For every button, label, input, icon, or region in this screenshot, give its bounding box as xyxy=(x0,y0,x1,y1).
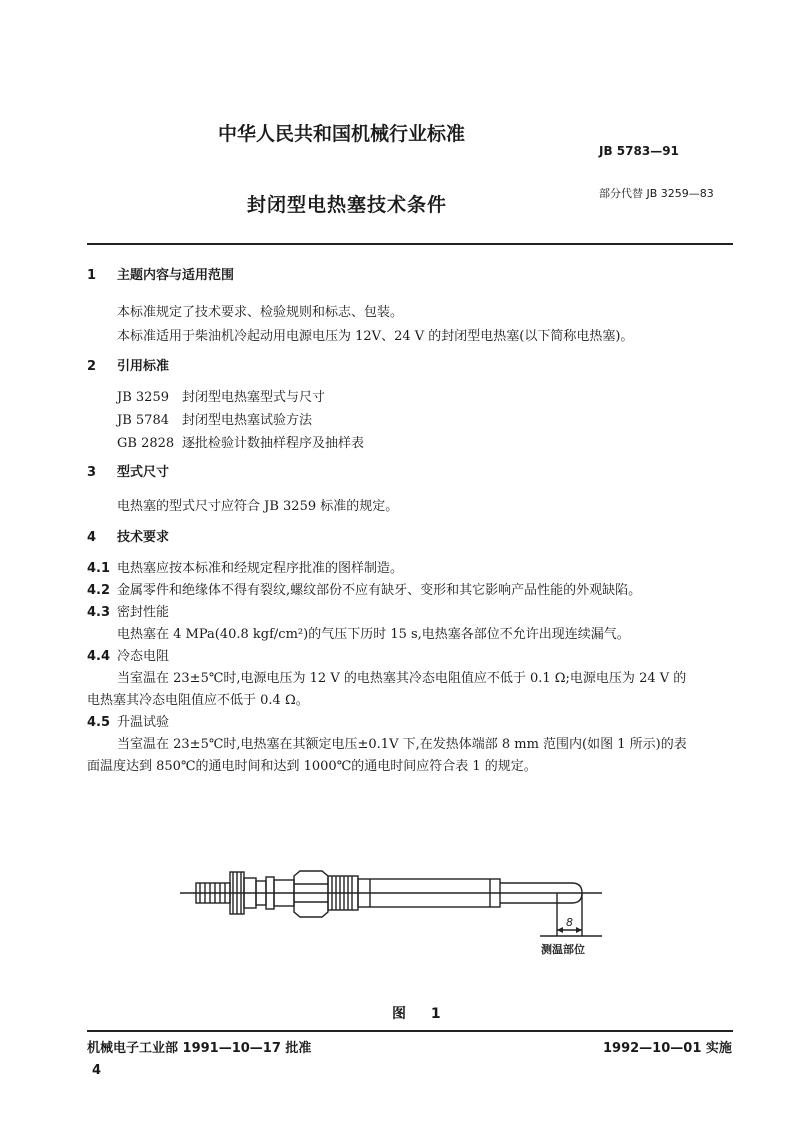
clause-text: 电热塞应按本标准和经规定程序批准的图样制造。 xyxy=(117,561,404,576)
measure-point-label: 测温部位 xyxy=(541,943,585,956)
clause-4-5-text-line2: 面温度达到 850℃的通电时间和达到 1000℃的通电时间应符合表 1 的规定。 xyxy=(87,759,537,774)
reference-title: 封闭型电热塞型式与尺寸 xyxy=(182,390,326,405)
approval-date: 机械电子工业部 1991—10—17 批准 xyxy=(87,1041,312,1056)
section-number: 3 xyxy=(87,465,97,480)
clause-number: 4.5 xyxy=(87,715,111,730)
clause-4-3-text: 电热塞在 4 MPa(40.8 kgf/cm²)的气压下历时 15 s,电热塞各部位不允许出现连续漏气。 xyxy=(117,627,630,642)
dimension-label: 8 xyxy=(566,916,573,929)
reference-title: 封闭型电热塞试验方法 xyxy=(182,413,313,428)
figure-caption: 图 1 xyxy=(392,1006,451,1022)
clause-heading: 密封性能 xyxy=(117,605,170,620)
section-title: 技术要求 xyxy=(117,530,170,545)
clause-4-4-text-line2: 电热塞其冷态电阻值应不低于 0.4 Ω。 xyxy=(87,693,309,708)
reference-code: JB 3259 xyxy=(117,390,169,405)
clause-heading: 冷态电阻 xyxy=(117,649,170,664)
section-number: 1 xyxy=(87,268,97,283)
clause-text: 金属零件和绝缘体不得有裂纹,螺纹部份不应有缺牙、变形和其它影响产品性能的外观缺陷。 xyxy=(117,583,642,598)
section-title: 型式尺寸 xyxy=(117,465,170,480)
replaces-note: 部分代替 JB 3259—83 xyxy=(599,187,714,200)
reference-title: 逐批检验计数抽样程序及抽样表 xyxy=(182,436,365,451)
clause-4-4-text-line1: 当室温在 23±5℃时,电源电压为 12 V 的电热塞其冷态电阻值应不低于 0.1 Ω;电源电压为 24 V 的 xyxy=(117,671,687,686)
footer-divider xyxy=(87,1030,733,1032)
implementation-date: 1992—10—01 实施 xyxy=(603,1041,732,1056)
clause-heading: 升温试验 xyxy=(117,715,170,730)
document-title: 封闭型电热塞技术条件 xyxy=(247,194,448,216)
reference-code: JB 5784 xyxy=(117,413,169,428)
clause-number: 4.2 xyxy=(87,583,111,598)
page-number: 4 xyxy=(92,1063,102,1078)
section-title: 主题内容与适用范围 xyxy=(117,268,235,283)
issuing-organization: 中华人民共和国机械行业标准 xyxy=(218,123,466,145)
clause-number: 4.3 xyxy=(87,605,111,620)
paragraph: 本标准适用于柴油机冷起动用电源电压为 12V、24 V 的封闭型电热塞(以下简称电热塞)。 xyxy=(117,329,634,344)
reference-code: GB 2828 xyxy=(117,436,175,451)
section-number: 4 xyxy=(87,530,97,545)
clause-number: 4.4 xyxy=(87,649,111,664)
section-number: 2 xyxy=(87,359,97,374)
section-title: 引用标准 xyxy=(117,359,170,374)
standard-code: JB 5783—91 xyxy=(599,144,679,158)
paragraph: 电热塞的型式尺寸应符合 JB 3259 标准的规定。 xyxy=(117,499,399,514)
clause-number: 4.1 xyxy=(87,561,111,576)
clause-4-5-text-line1: 当室温在 23±5℃时,电热塞在其额定电压±0.1V 下,在发热体端部 8 mm 范围内(如图 1 所示)的表 xyxy=(117,737,687,752)
paragraph: 本标准规定了技术要求、检验规则和标志、包装。 xyxy=(117,305,404,320)
hex-body xyxy=(294,871,328,917)
